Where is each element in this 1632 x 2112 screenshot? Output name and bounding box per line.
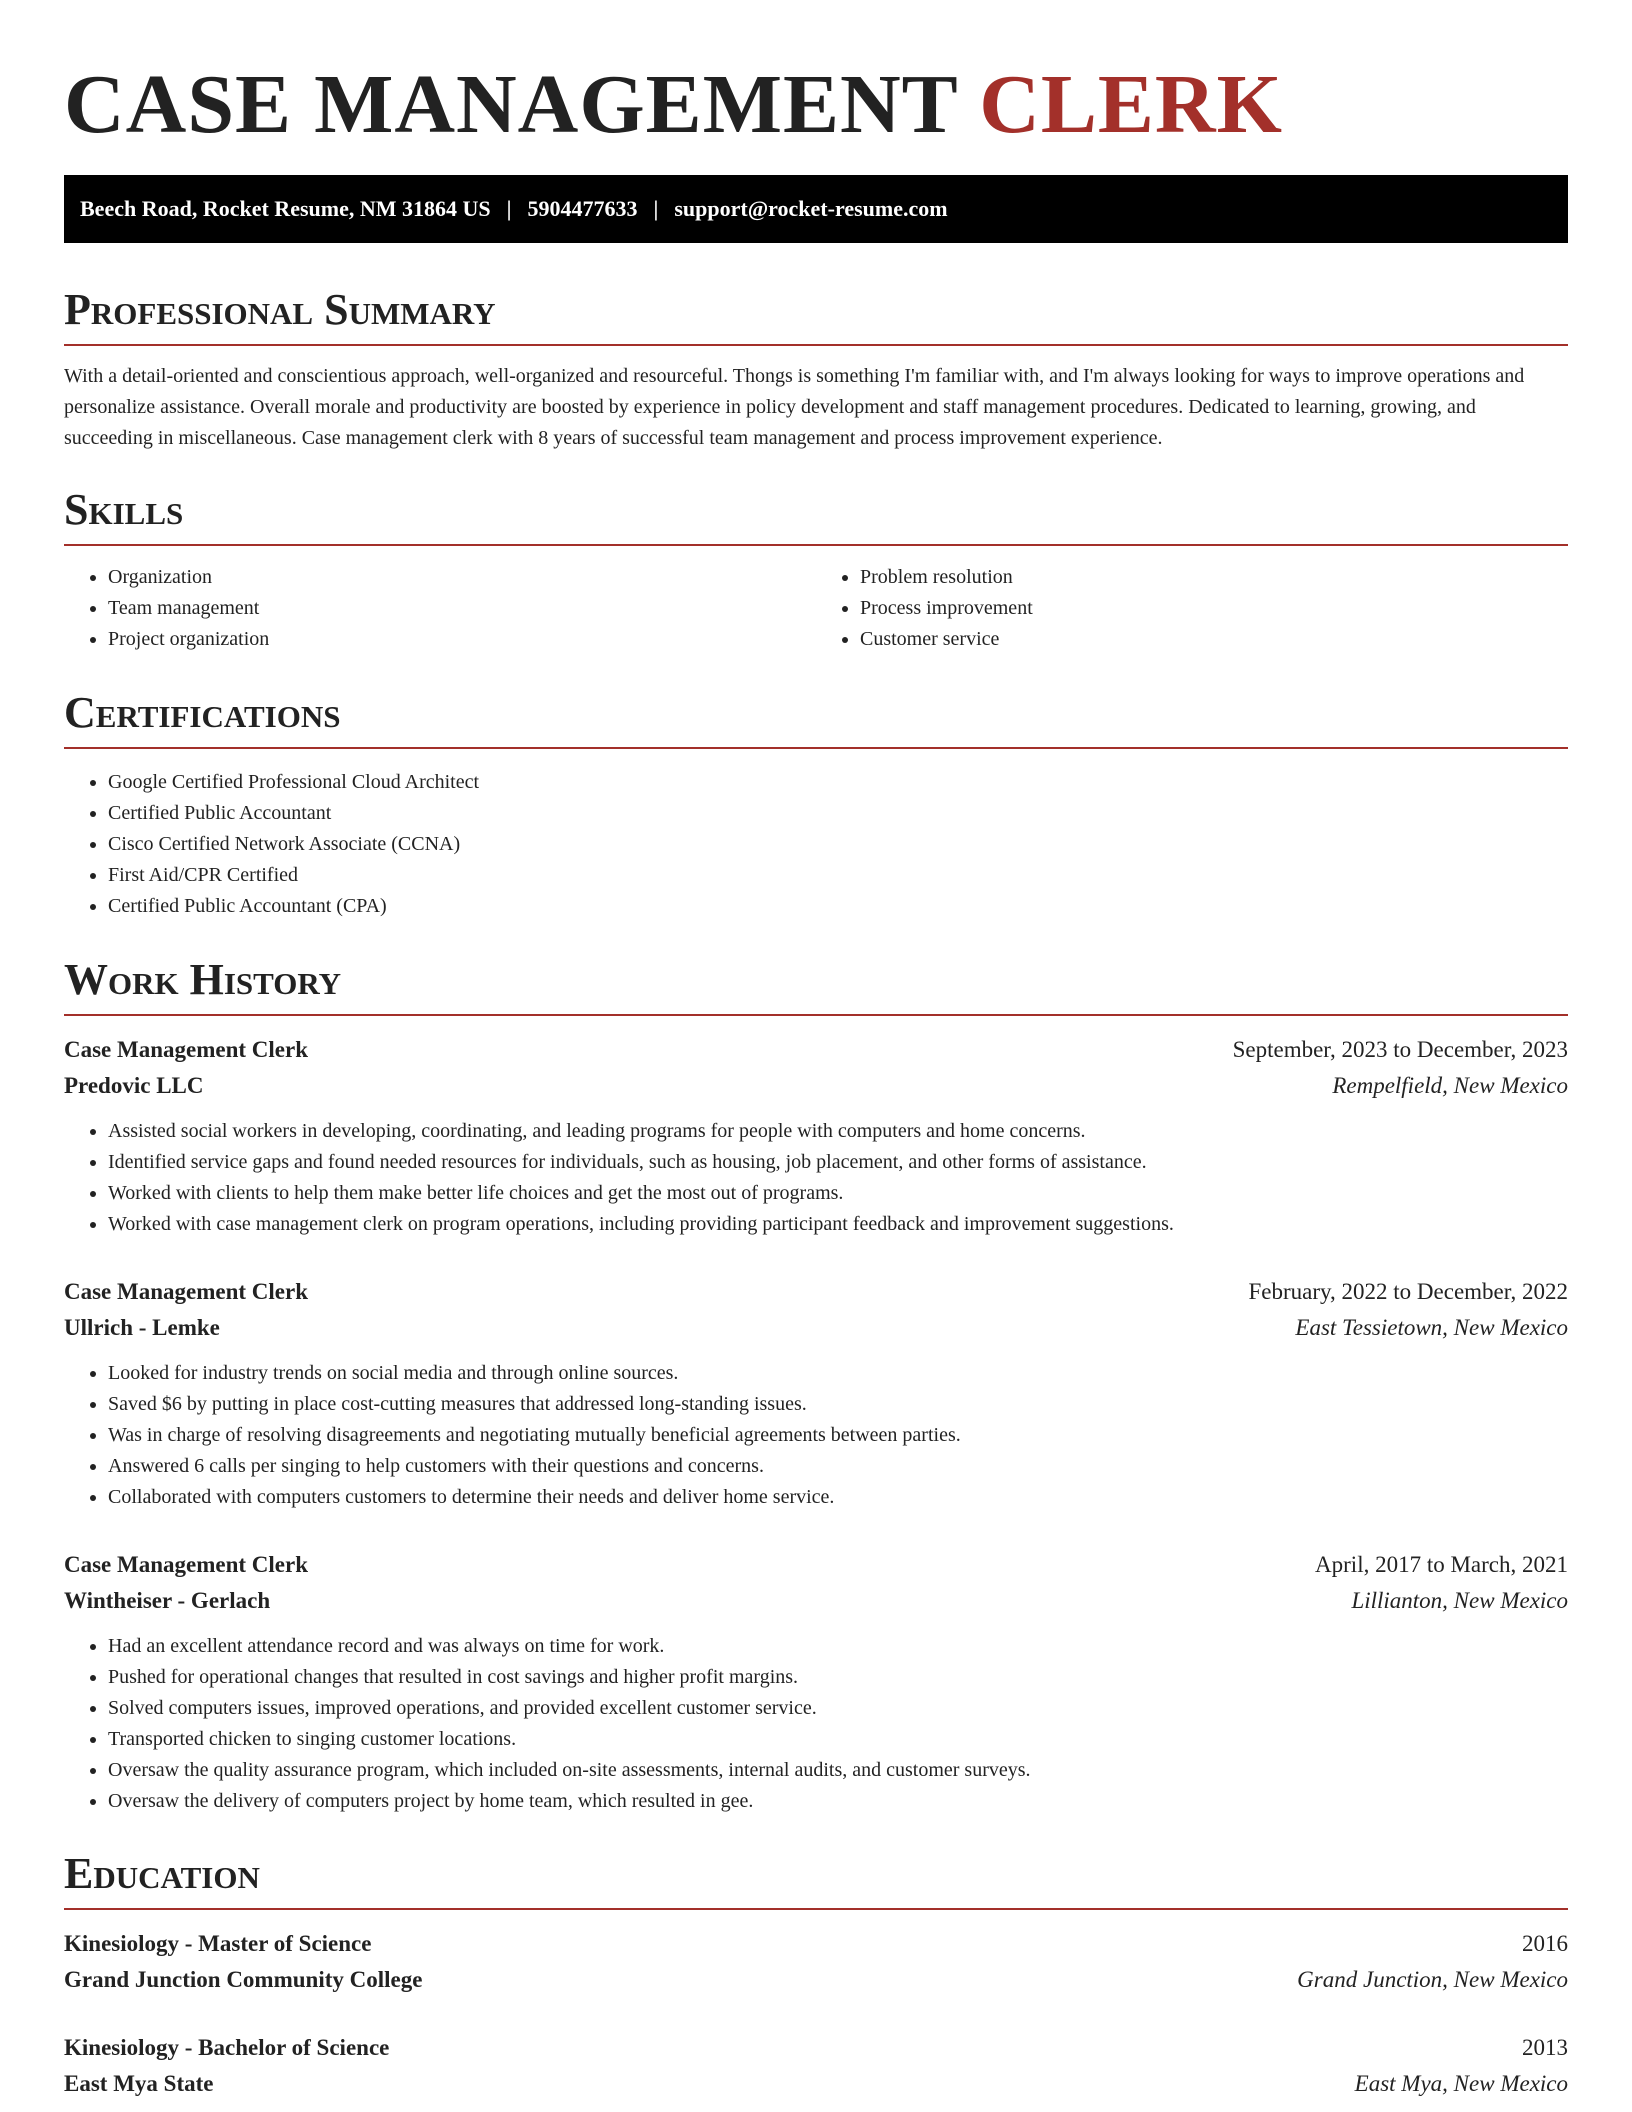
job-entry: [64, 1274, 1568, 1513]
job-title: Case Management Clerk: [64, 1279, 309, 1304]
education-location: East Mya, New Mexico: [1354, 2071, 1568, 2096]
job-bullet: • Oversaw the quality assurance program, which included on-site assessments, internal audits, and customer surveys.: [108, 1755, 1568, 1786]
job-bullets: [64, 1631, 1568, 1817]
job-bullet: • Pushed for operational changes that resulted in cost savings and higher profit margins.: [108, 1662, 1568, 1693]
job-company-row: [64, 1583, 1568, 1619]
education-year: 2013: [1522, 2035, 1568, 2060]
job-bullet: • Collaborated with computers customers to determine their needs and deliver home service.: [108, 1482, 1568, 1513]
job-title: Case Management Clerk: [64, 1037, 309, 1062]
education-school: Grand Junction Community College: [64, 1967, 423, 1992]
skills-list-left: [64, 562, 816, 655]
skills-grid: [64, 546, 1568, 655]
skills-section: [64, 485, 1568, 655]
education-school-row: [64, 2066, 1568, 2102]
name-last-part: CLERK: [979, 58, 1283, 151]
job-company-row: [64, 1310, 1568, 1346]
contact-phone: 5904477633: [527, 196, 638, 221]
job-location: Lillianton, New Mexico: [1351, 1588, 1568, 1613]
skills-heading: Skills: [64, 488, 1568, 546]
contact-separator: |: [506, 196, 512, 221]
education-school: East Mya State: [64, 2071, 214, 2096]
skill-item: • Customer service: [860, 624, 1568, 655]
education-degree: Kinesiology - Master of Science: [64, 1931, 372, 1956]
education-year: 2016: [1522, 1931, 1568, 1956]
certifications-heading: Certifications: [64, 691, 1568, 749]
job-location: Rempelfield, New Mexico: [1332, 1073, 1568, 1098]
job-bullet: • Identified service gaps and found needed resources for individuals, such as housing, job placement, and other forms of assistance.: [108, 1147, 1568, 1178]
education-header-row: [64, 2030, 1568, 2066]
job-company: Ullrich - Lemke: [64, 1315, 220, 1340]
job-company-row: [64, 1068, 1568, 1104]
certification-item: • Google Certified Professional Cloud Architect: [108, 767, 1568, 798]
education-heading: Education: [64, 1852, 1568, 1910]
skill-item: • Problem resolution: [860, 562, 1568, 593]
job-bullet: • Solved computers issues, improved operations, and provided excellent customer service.: [108, 1693, 1568, 1724]
certification-item: • Certified Public Accountant: [108, 798, 1568, 829]
education-section: [64, 1849, 1568, 2102]
job-bullet: • Saved $6 by putting in place cost-cutting measures that addressed long-standing issues.: [108, 1389, 1568, 1420]
skills-list-right: [816, 562, 1568, 655]
job-dates: February, 2022 to December, 2022: [1248, 1279, 1568, 1304]
job-location: East Tessietown, New Mexico: [1295, 1315, 1568, 1340]
name-first-part: CASE MANAGEMENT: [64, 58, 958, 151]
job-company: Wintheiser - Gerlach: [64, 1588, 271, 1613]
job-header-row: [64, 1547, 1568, 1583]
job-bullet: • Was in charge of resolving disagreements and negotiating mutually beneficial agreements between parties.: [108, 1420, 1568, 1451]
contact-bar: [64, 175, 1568, 243]
certifications-section: [64, 688, 1568, 922]
work-history-section: [64, 955, 1568, 1817]
contact-email: support@rocket-resume.com: [674, 196, 948, 221]
job-bullet: • Worked with case management clerk on program operations, including providing participant feedback and improvement suggestions.: [108, 1209, 1568, 1240]
skill-item: • Process improvement: [860, 593, 1568, 624]
certification-item: • Certified Public Accountant (CPA): [108, 891, 1568, 922]
job-bullet: • Assisted social workers in developing, coordinating, and leading programs for people with computers and home concerns.: [108, 1116, 1568, 1147]
skill-item: • Team management: [108, 593, 816, 624]
work-history-heading: Work History: [64, 958, 1568, 1016]
job-bullet: • Worked with clients to help them make better life choices and get the most out of programs.: [108, 1178, 1568, 1209]
skill-item: • Project organization: [108, 624, 816, 655]
job-entry: [64, 1032, 1568, 1240]
job-dates: September, 2023 to December, 2023: [1232, 1037, 1568, 1062]
job-bullet: • Answered 6 calls per singing to help customers with their questions and concerns.: [108, 1451, 1568, 1482]
job-bullet: • Oversaw the delivery of computers project by home team, which resulted in gee.: [108, 1786, 1568, 1817]
candidate-name: [64, 0, 1568, 164]
summary-text: With a detail-oriented and conscientious approach, well-organized and resourceful. Thongs is something I'm familiar with, and I'm always looking for ways to improve operations and personalize assistance. Overall morale and productivity are boosted by experience in policy development and staff management procedures. Dedicated to learning, growing, and succeeding in miscellaneous. Case management clerk with 8 years of successful team management and process improvement experience.: [64, 365, 1525, 449]
summary-heading: Professional Summary: [64, 288, 1568, 346]
summary-section: [64, 285, 1568, 454]
job-header-row: [64, 1274, 1568, 1310]
job-header-row: [64, 1032, 1568, 1068]
contact-address: Beech Road, Rocket Resume, NM 31864 US: [80, 196, 491, 221]
skill-item: • Organization: [108, 562, 816, 593]
education-entry: [64, 2030, 1568, 2102]
job-dates: April, 2017 to March, 2021: [1315, 1552, 1568, 1577]
job-bullets: [64, 1116, 1568, 1240]
certifications-list: [64, 767, 1568, 922]
certification-item: • First Aid/CPR Certified: [108, 860, 1568, 891]
job-entry: [64, 1547, 1568, 1817]
job-bullet: • Had an excellent attendance record and was always on time for work.: [108, 1631, 1568, 1662]
job-title: Case Management Clerk: [64, 1552, 309, 1577]
job-bullet: • Transported chicken to singing customer locations.: [108, 1724, 1568, 1755]
job-bullets: [64, 1358, 1568, 1513]
education-header-row: [64, 1926, 1568, 1962]
job-company: Predovic LLC: [64, 1073, 204, 1098]
contact-separator: |: [653, 196, 659, 221]
education-degree: Kinesiology - Bachelor of Science: [64, 2035, 390, 2060]
certification-item: • Cisco Certified Network Associate (CCNA): [108, 829, 1568, 860]
education-location: Grand Junction, New Mexico: [1297, 1967, 1568, 1992]
education-school-row: [64, 1962, 1568, 1998]
job-bullet: • Looked for industry trends on social media and through online sources.: [108, 1358, 1568, 1389]
education-entry: [64, 1926, 1568, 1998]
